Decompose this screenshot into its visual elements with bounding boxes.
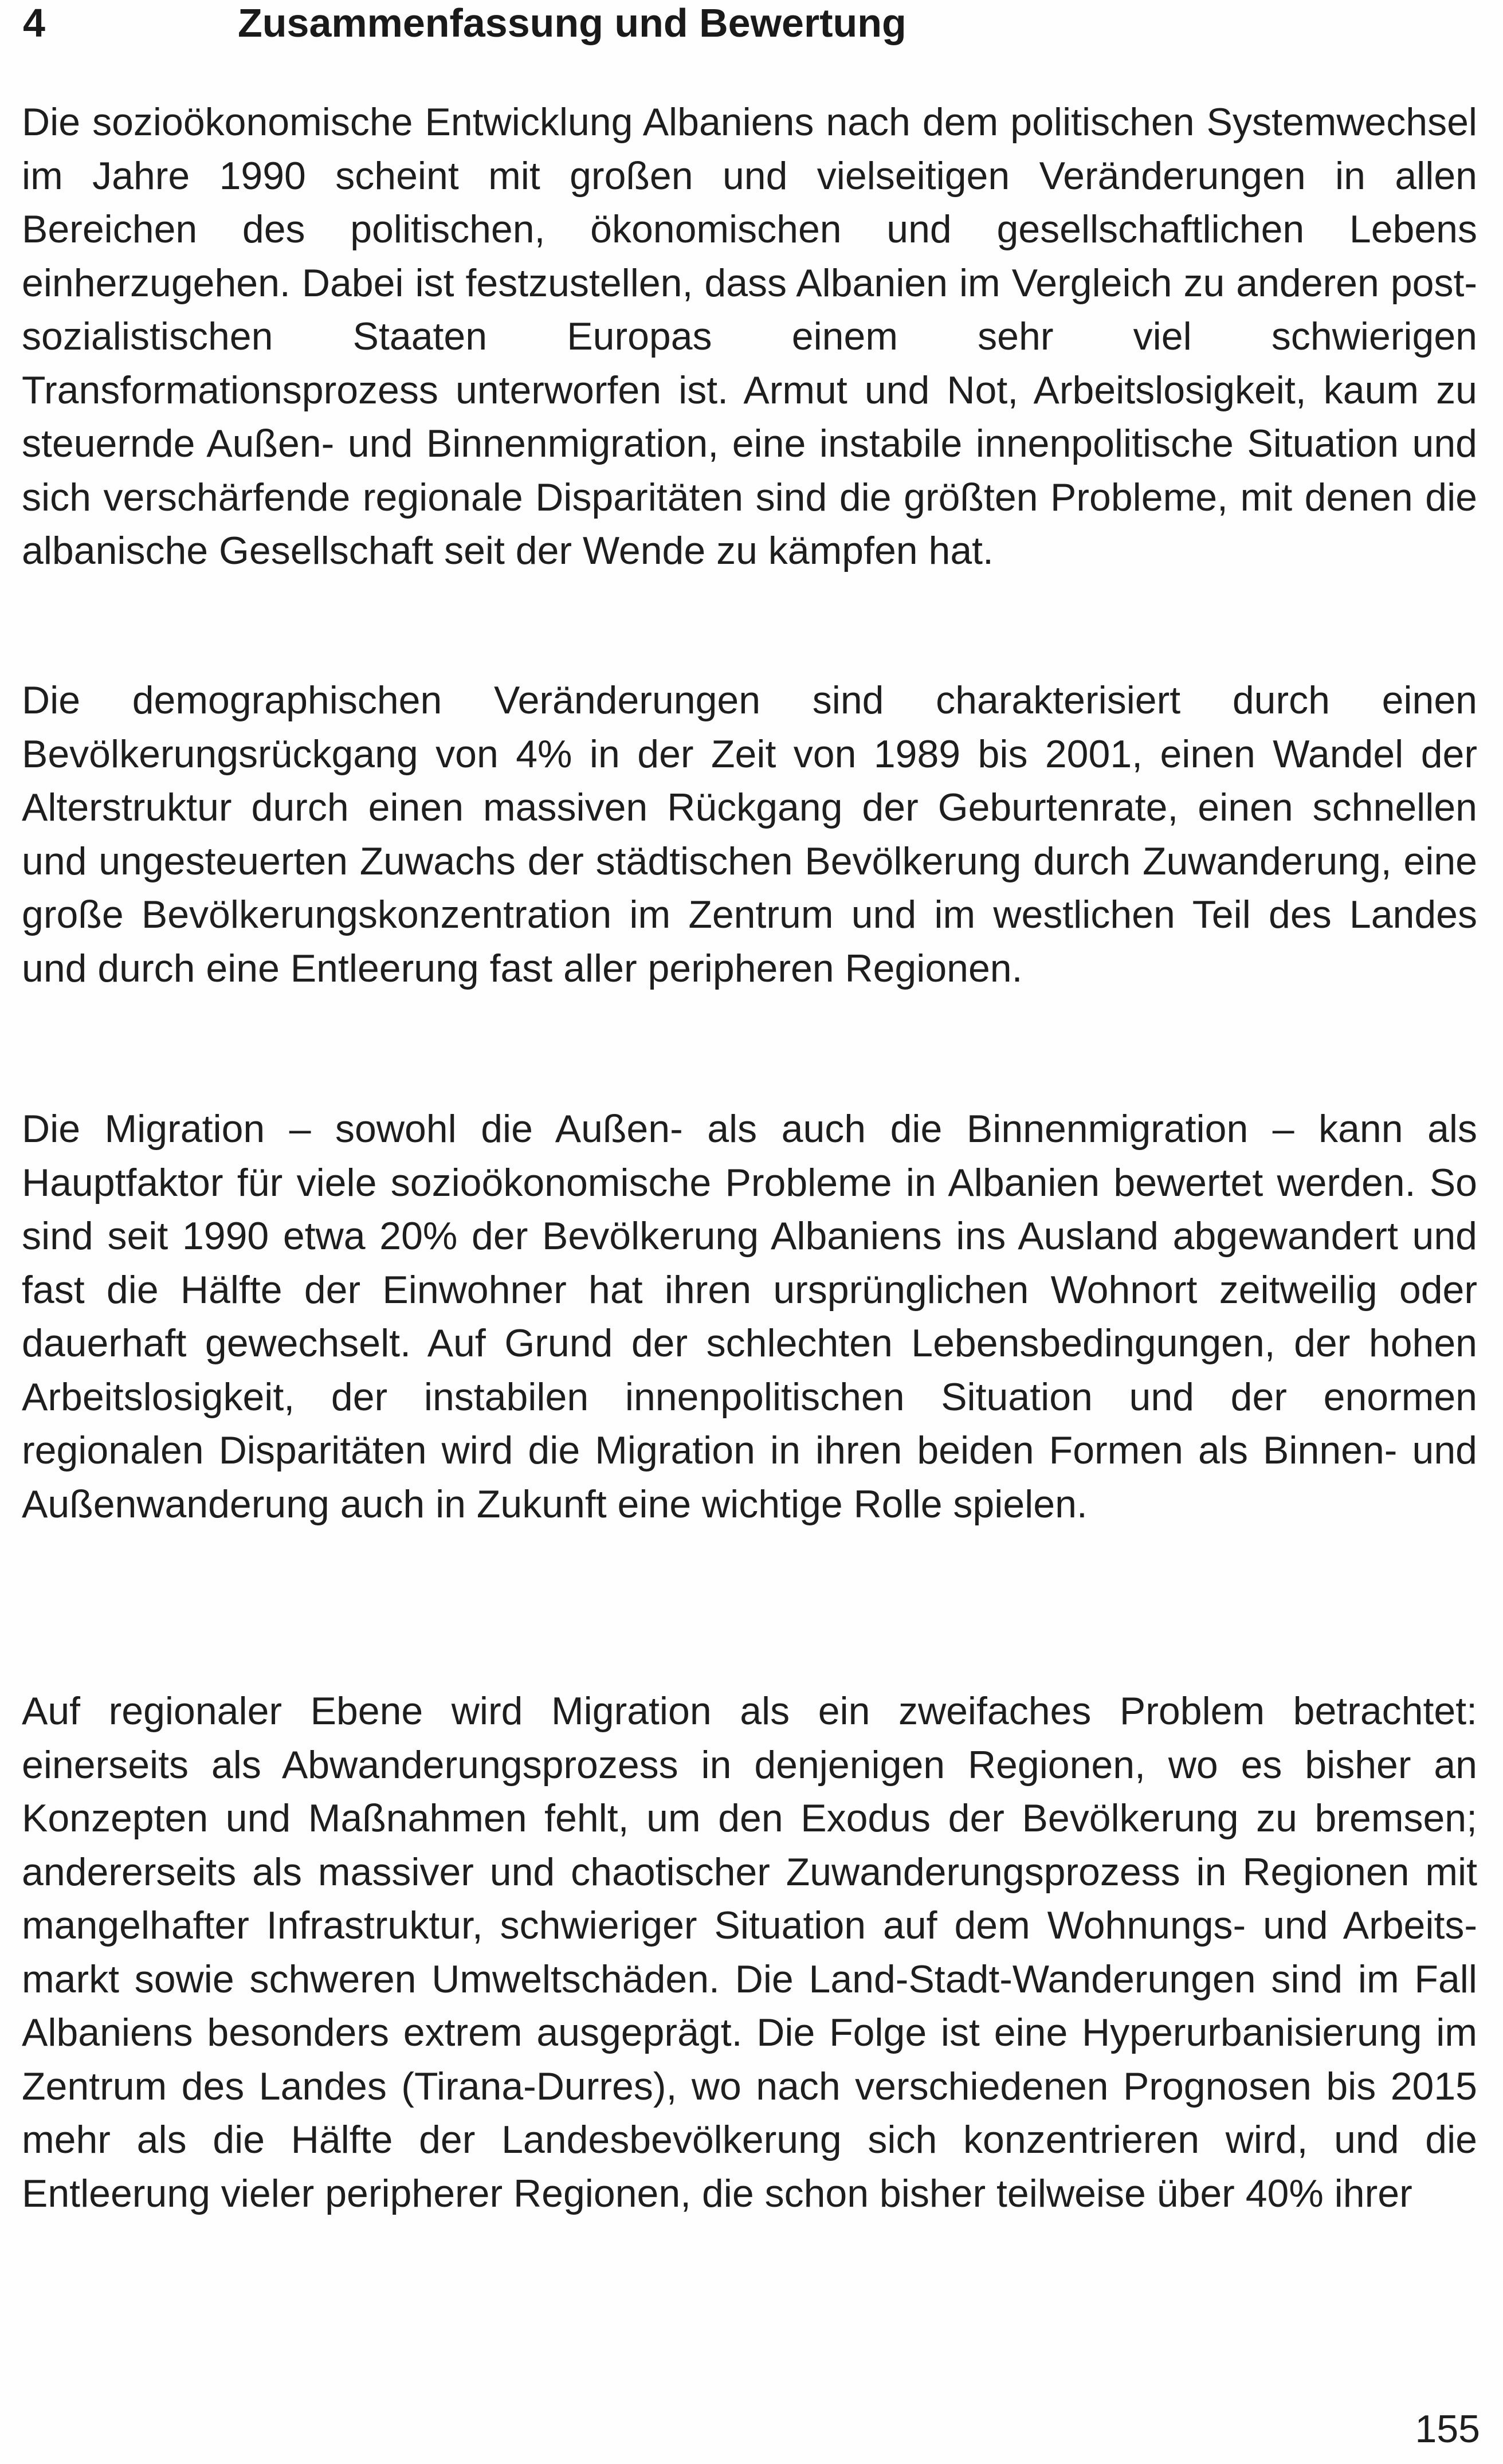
paragraph-text: Die demographischen Veränderungen sind charakterisiert durch einen Bevölkerungsrückgang von 4% in der Zeit von 1989 bis 2001, einen Wandel der Alterstruktur durch einen massiven Rückgang der Geburtenrate, einen schnellen und ungesteuerten Zuwachs der städtischen Bevölkerung durch Zuwanderung, eine große Bevölkerungskonzentration im Zentrum und im westlichen Teil des Landes und durch eine Entleerung fast aller peripheren Regionen.: [22, 678, 1477, 990]
paragraph-2: [22, 674, 1477, 995]
paragraph-3: [22, 1102, 1477, 1531]
paragraph-1: [22, 96, 1477, 578]
paragraph-text: Die Migration – sowohl die Außen- als auch die Binnenmigration – kann als Hauptfaktor für viele sozioökonomische Probleme in Albanien bewertet werden. So sind seit 1990 etwa 20% der Bevölkerung Albaniens ins Ausland abgewandert und fast die Hälfte der Einwohner hat ihren ursprünglichen Wohnort zeitweilig oder dauerhaft gewechselt. Auf Grund der schlechten Lebensbedingungen, der hohen Arbeitslosigkeit, der instabilen innenpolitischen Situation und der enormen regionalen Disparitäten wird die Migration in ihren beiden Formen als Binnen- und Außenwanderung auch in Zukunft eine wichtige Rolle spielen.: [22, 1107, 1477, 1526]
chapter-title: Zusammenfassung und Bewertung: [238, 1, 906, 45]
chapter-number: 4: [23, 1, 45, 45]
page-number: 155: [1415, 2407, 1480, 2451]
paragraph-4: [22, 1685, 1477, 2220]
paragraph-text: Auf regionaler Ebene wird Migration als ein zweifaches Problem betrachtet: einerseits als Abwanderungsprozess in denjenigen Regionen, wo es bisher an Konzepten und Maßnahmen fehlt, um den Exodus der Bevölkerung zu bremsen; andererseits als massiver und chaotischer Zuwanderungsprozess in Regionen mit mangelhafter Infrastruktur, schwieriger Situation auf dem Wohnungs- und Arbeitsmarkt sowie schweren Umweltschäden. Die Land-Stadt-Wanderungen sind im Fall Albaniens besonders extrem ausgeprägt. Die Folge ist eine Hyperurbanisierung im Zentrum des Landes (Tirana-Durres), wo nach verschiedenen Prognosen bis 2015 mehr als die Hälfte der Landesbevölkerung sich konzentrieren wird, und die Entleerung vieler peripherer Regionen, die schon bisher teilweise über 40% ihrer: [22, 1689, 1477, 2215]
chapter-heading: [23, 0, 906, 46]
paragraph-text: Die sozioökonomische Entwicklung Albaniens nach dem politischen Systemwechsel im Jahre 1990 scheint mit großen und vielseitigen Veränderungen in allen Bereichen des politischen, ökonomischen und gesellschaftlichen Lebens einherzugehen. Dabei ist festzustellen, dass Albanien im Vergleich zu anderen post-sozialistischen Staaten Europas einem sehr viel schwierigen Transformationsprozess unterworfen ist. Armut und Not, Arbeitslosigkeit, kaum zu steuernde Außen- und Binnenmigration, eine instabile innenpolitische Situation und sich verschärfende regionale Disparitäten sind die größten Probleme, mit denen die albanische Gesellschaft seit der Wende zu kämpfen hat.: [22, 100, 1477, 572]
